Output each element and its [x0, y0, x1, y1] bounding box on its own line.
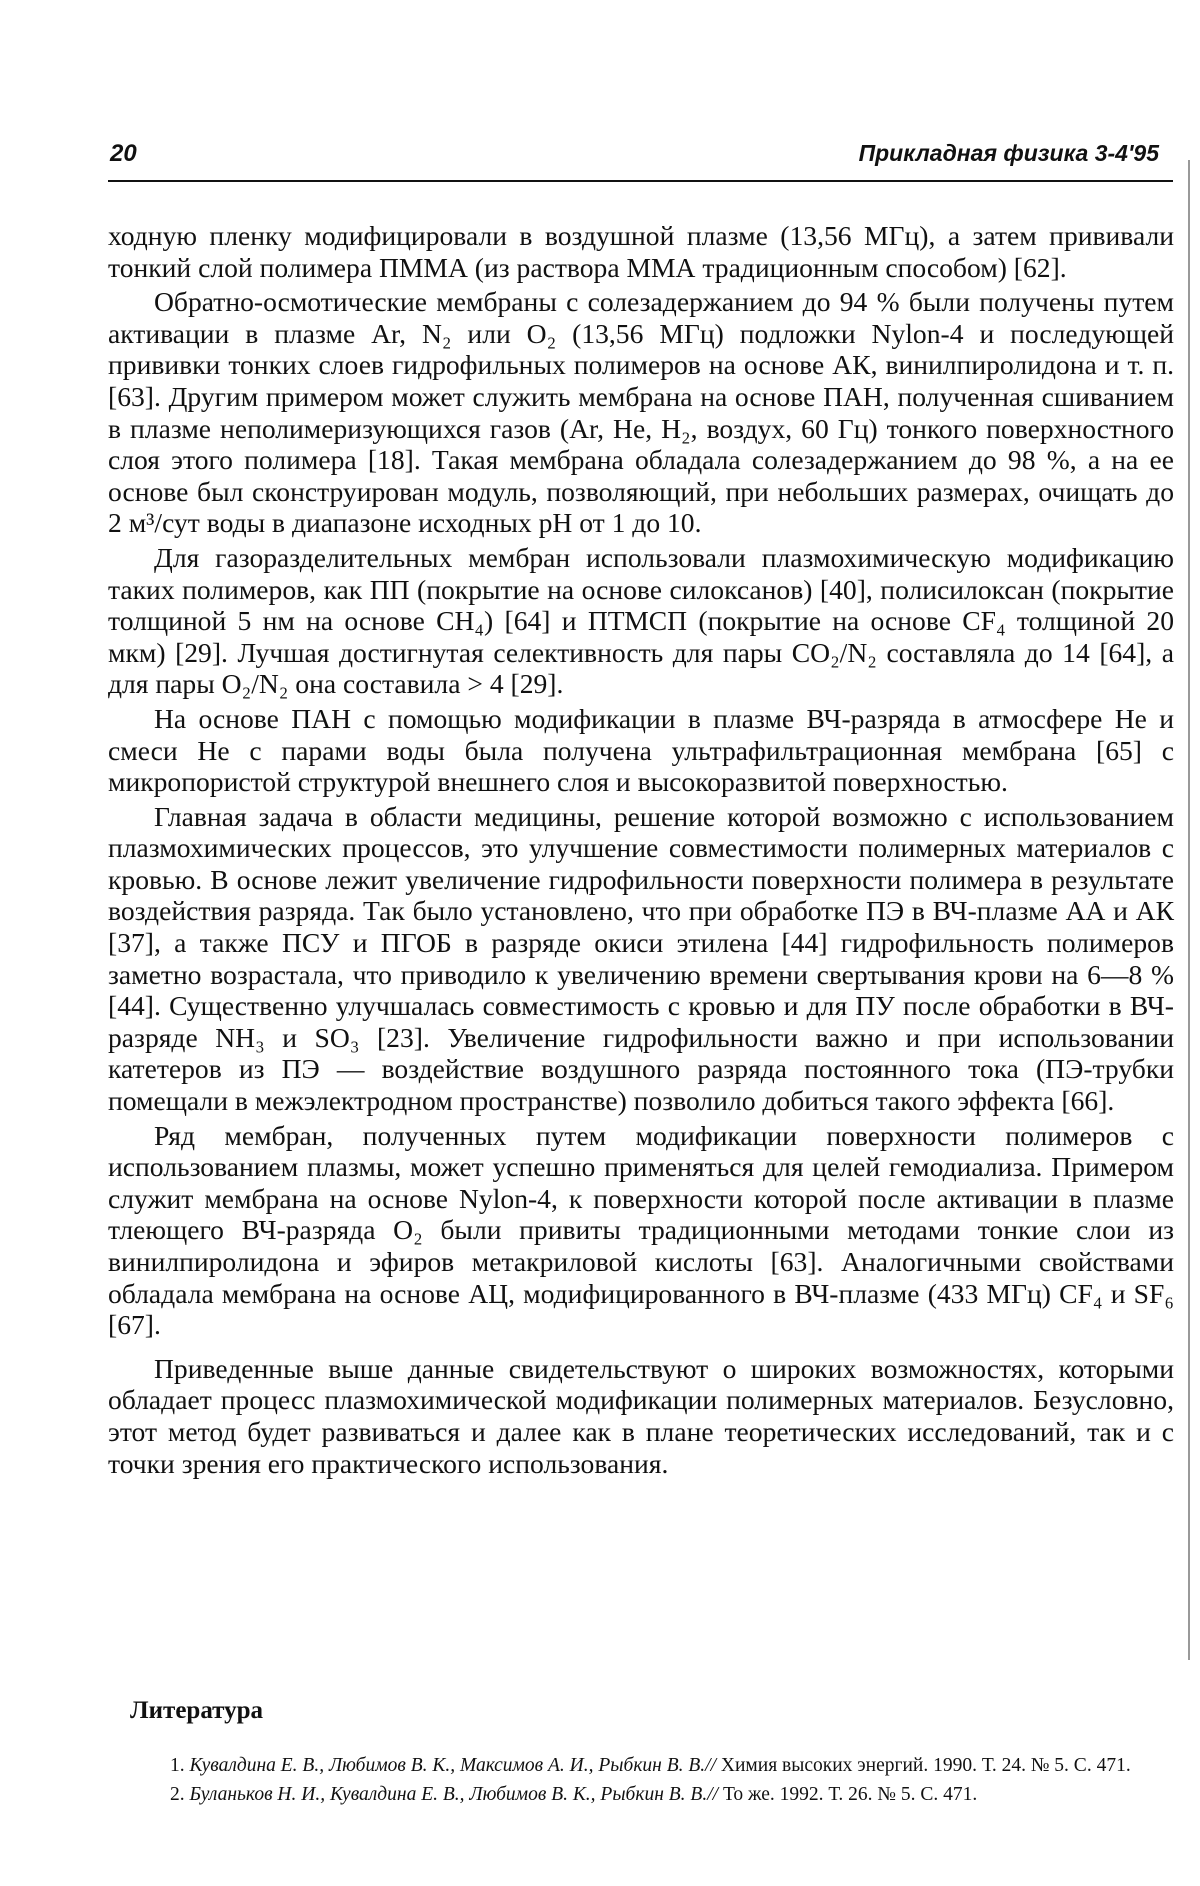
reference-item: [108, 1752, 1174, 1779]
paragraph: Ряд мембран, полученных путем модификации поверхности полимеров с использованием плазмы, может успешно применяться для целей гемодиализа. Примером служит мембрана на основе Nylon-4, к поверхности которой после активации в плазме тлеющего ВЧ-разряда O₂ были привиты традиционными методами тонкие слои из винилпиролидона и эфиров метакриловой кислоты [63]. Аналогичными свойствами обладала мембрана на основе АЦ, модифицированного в ВЧ-плазме (433 МГц) CF₄ и SF₆ [67].: [108, 1119, 1174, 1341]
page-number: 20: [110, 140, 137, 167]
paragraph: Приведенные выше данные свидетельствуют о широких возможностях, которыми обладает процесс плазмохимической модификации полимерных материалов. Безусловно, этот метод будет развиваться и далее как в плане теоретических исследований, так и с точки зрения его практического использования.: [108, 1352, 1174, 1479]
reference-number: 1.: [170, 1755, 185, 1776]
reference-item: [108, 1781, 1174, 1808]
scan-edge-line: [1188, 160, 1190, 1660]
paragraph: Главная задача в области медицины, решение которой возможно с использованием плазмохимических процессов, это улучшение совместимости полимерных материалов с кровью. В основе лежит увеличение гидрофильности поверхности полимера в результате воздействия разряда. Так было установлено, что при обработке ПЭ в ВЧ-плазме АА и АК [37], а также ПСУ и ПГОБ в разряде окиси этилена [44] гидрофильность полимеров заметно возрастала, что приводило к увеличению времени свертывания крови на 6—8 % [44]. Существенно улучшалась совместимость с кровью и для ПУ после обработки в ВЧ-разряде NH₃ и SO₃ [23]. Увеличение гидрофильности важно и при использовании катетеров из ПЭ — воздействие воздушного разряда постоянного тока (ПЭ-трубки помещали в межэлектродном пространстве) позволило добиться такого эффекта [66].: [108, 800, 1174, 1117]
literature-heading: Литература: [130, 1697, 264, 1724]
paragraph: ходную пленку модифицировали в воздушной плазме (13,56 МГц), а затем прививали тонкий слой полимера ПММА (из раствора ММА традиционным способом) [62].: [108, 220, 1174, 283]
reference-source: То же. 1992. Т. 26. № 5. С. 471.: [722, 1784, 978, 1805]
paragraph: На основе ПАН с помощью модификации в плазме ВЧ-разряда в атмосфере He и смеси He с парами воды была получена ультрафильтрационная мембрана [65] с микропористой структурой внешнего слоя и высокоразвитой поверхностью.: [108, 702, 1174, 798]
paragraph: Для газоразделительных мембран использовали плазмохимическую модификацию таких полимеров, как ПП (покрытие на основе силоксанов) [40], полисилоксан (покрытие толщиной 5 нм на основе CH₄) [64] и ПТМСП (покрытие на основе CF₄ толщиной 20 мкм) [29]. Лучшая достигнутая селективность для пары CO₂/N₂ составляла до 14 [64], а для пары O₂/N₂ она составила > 4 [29].: [108, 541, 1174, 700]
page-header: [108, 140, 1173, 182]
journal-title: Прикладная физика 3-4'95: [858, 140, 1159, 166]
reference-authors: Буланьков Н. И., Кувалдина Е. В., Любимов В. К., Рыбкин В. В.//: [189, 1784, 719, 1805]
reference-number: 2.: [170, 1784, 185, 1805]
article-body: [108, 220, 1174, 1482]
reference-source: Химия высоких энергий. 1990. Т. 24. № 5. С. 471.: [720, 1755, 1131, 1776]
paragraph: Обратно-осмотические мембраны с солезадержанием до 94 % были получены путем активации в плазме Ar, N₂ или O₂ (13,56 МГц) подложки Nylon-4 и последующей прививки тонких слоев гидрофильных полимеров на основе АК, винилпиролидона и т. п. [63]. Другим примером может служить мембрана на основе ПАН, полученная сшиванием в плазме неполимеризующихся газов (Ar, He, H₂, воздух, 60 Гц) тонкого поверхностного слоя этого полимера [18]. Такая мембрана обладала солезадержанием до 98 %, а на ее основе был сконструирован модуль, позволяющий, при небольших размерах, очищать до 2 м³/сут воды в диапазоне исходных pH от 1 до 10.: [108, 286, 1174, 539]
reference-authors: Кувалдина Е. В., Любимов В. К., Максимов А. И., Рыбкин В. В.//: [189, 1755, 717, 1776]
reference-list: [108, 1752, 1174, 1810]
